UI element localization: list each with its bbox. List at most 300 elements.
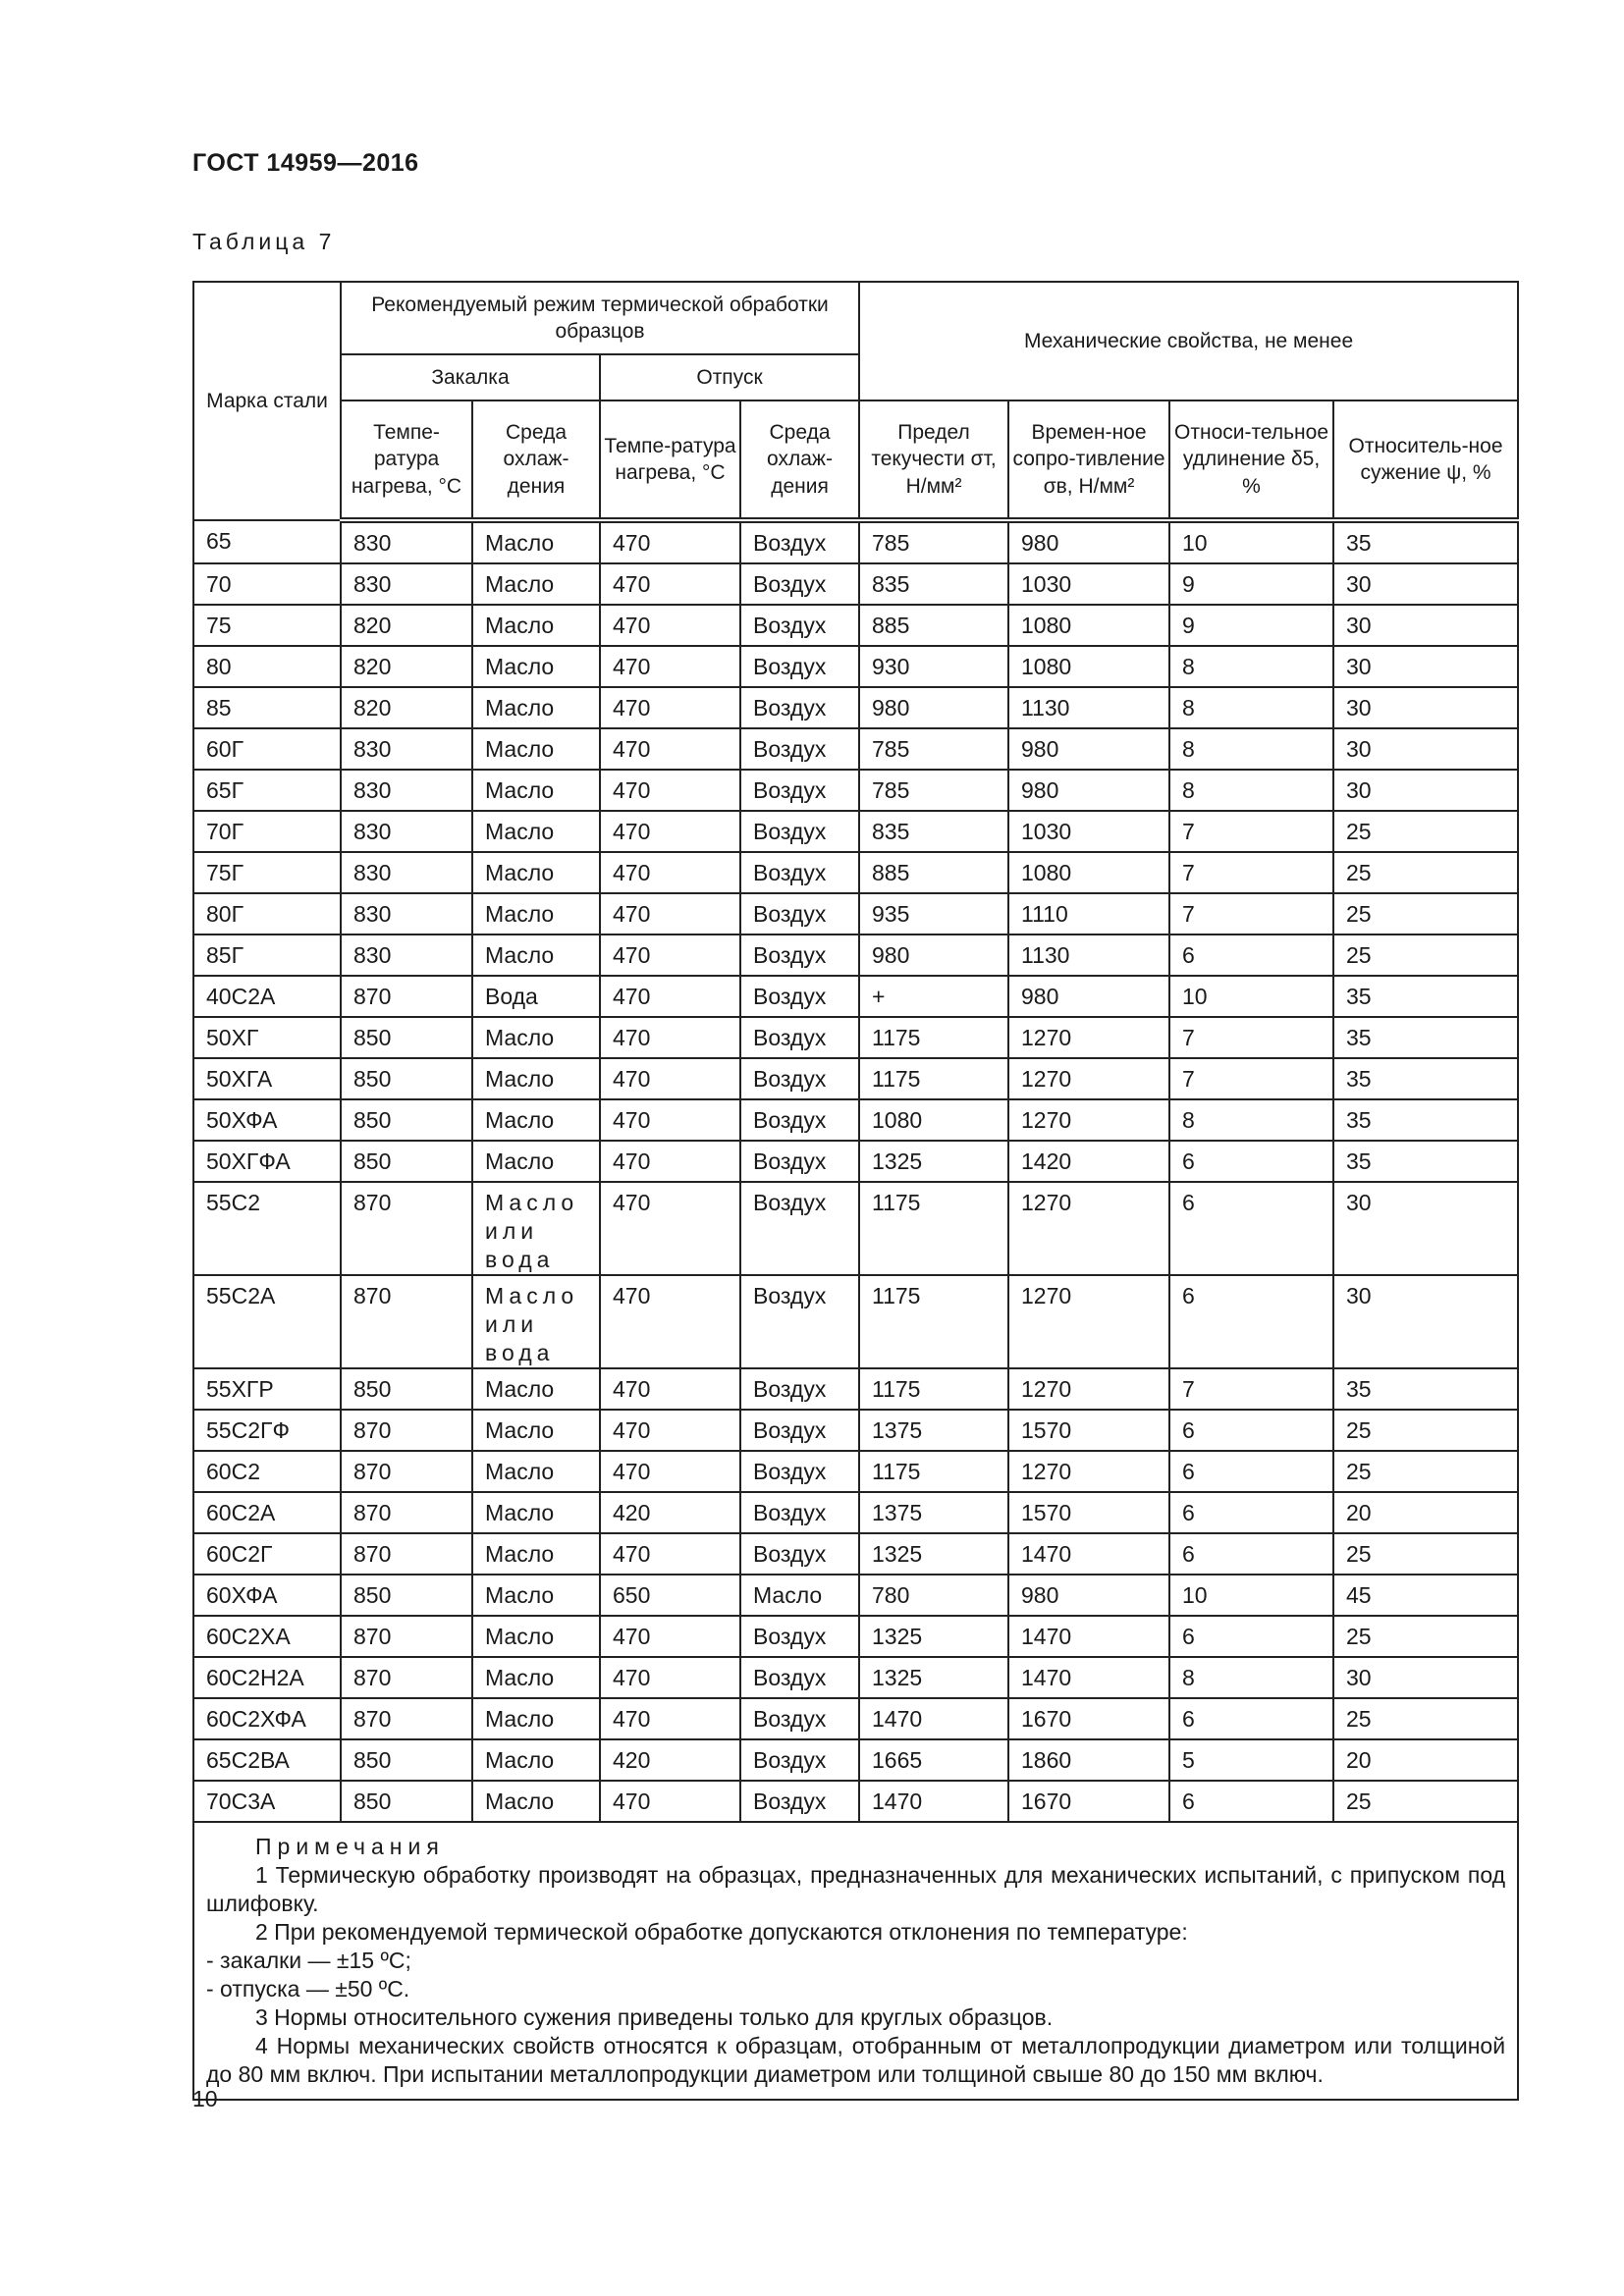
- table-cell: 1325: [859, 1657, 1008, 1698]
- table-cell: 1375: [859, 1410, 1008, 1451]
- table-cell: 9: [1169, 605, 1333, 646]
- table-row: [193, 646, 1518, 687]
- table-cell: 1325: [859, 1616, 1008, 1657]
- table-cell: 25: [1333, 1410, 1518, 1451]
- table-cell: Масло: [472, 646, 600, 687]
- table-cell: 850: [341, 1058, 472, 1099]
- table-cell: 10: [1169, 976, 1333, 1017]
- table-cell: 60Г: [193, 728, 341, 770]
- table-cell: 70С3А: [193, 1781, 341, 1822]
- table-cell: 470: [600, 893, 740, 934]
- table-row: [193, 1182, 1518, 1275]
- table-cell: 1270: [1008, 1058, 1169, 1099]
- table-cell: 470: [600, 1017, 740, 1058]
- table-cell: 1325: [859, 1533, 1008, 1575]
- table-cell: Масло: [472, 893, 600, 934]
- header-yield: Предел текучести σт, Н/мм²: [859, 400, 1008, 520]
- table-cell: 470: [600, 852, 740, 893]
- table-cell: 470: [600, 728, 740, 770]
- table-cell: 1030: [1008, 563, 1169, 605]
- table-cell: 850: [341, 1781, 472, 1822]
- table-cell: 980: [1008, 976, 1169, 1017]
- table-cell: 35: [1333, 1058, 1518, 1099]
- table-cell: 25: [1333, 852, 1518, 893]
- table-cell: 1270: [1008, 1017, 1169, 1058]
- table-cell: Воздух: [740, 1781, 859, 1822]
- table-cell: 1175: [859, 1182, 1008, 1275]
- table-cell: 870: [341, 1275, 472, 1368]
- table-cell: Воздух: [740, 1657, 859, 1698]
- table-cell: 1270: [1008, 1099, 1169, 1141]
- table-cell: Воздух: [740, 934, 859, 976]
- header-temper-temp: Темпе-ратура нагрева, °С: [600, 400, 740, 520]
- header-quench-medium: Среда охлаж-дения: [472, 400, 600, 520]
- table-cell: 1270: [1008, 1451, 1169, 1492]
- table-cell: 1110: [1008, 893, 1169, 934]
- table-cell: 10: [1169, 520, 1333, 563]
- table-cell: 40С2А: [193, 976, 341, 1017]
- header-elongation: Относи-тельное удлинение δ5, %: [1169, 400, 1333, 520]
- table-row: [193, 1410, 1518, 1451]
- table-cell: 35: [1333, 976, 1518, 1017]
- table-cell: 785: [859, 770, 1008, 811]
- notes-title: Примечания: [255, 1834, 445, 1859]
- table-cell: 470: [600, 1533, 740, 1575]
- note-1: 1 Термическую обработку производят на образцах, предназначенных для механических испытаний, с припуском под шлифовку.: [206, 1862, 1506, 1916]
- table-cell: 6: [1169, 1781, 1333, 1822]
- table-cell: 1030: [1008, 811, 1169, 852]
- table-cell: 20: [1333, 1739, 1518, 1781]
- table-cell: Воздух: [740, 811, 859, 852]
- table-cell: 650: [600, 1575, 740, 1616]
- table-cell: 870: [341, 976, 472, 1017]
- header-temper: Отпуск: [600, 354, 859, 400]
- table-cell: 25: [1333, 1533, 1518, 1575]
- note-2b: - отпуска — ±50 ºС.: [206, 1976, 410, 2002]
- table-cell: 7: [1169, 893, 1333, 934]
- table-cell: 470: [600, 811, 740, 852]
- note-3: 3 Нормы относительного сужения приведены только для круглых образцов.: [255, 2004, 1054, 2030]
- table-cell: 870: [341, 1451, 472, 1492]
- header-regime: Рекомендуемый режим термической обработки образцов: [341, 282, 859, 354]
- table-row: [193, 1575, 1518, 1616]
- table-cell: 60С2Н2А: [193, 1657, 341, 1698]
- table-cell: 470: [600, 976, 740, 1017]
- table-cell: 25: [1333, 1451, 1518, 1492]
- steel-properties-table: [192, 281, 1519, 2101]
- table-cell: 1470: [1008, 1616, 1169, 1657]
- table-row: [193, 1698, 1518, 1739]
- table-cell: 1860: [1008, 1739, 1169, 1781]
- table-cell: 7: [1169, 1058, 1333, 1099]
- table-cell: +: [859, 976, 1008, 1017]
- table-cell: 820: [341, 605, 472, 646]
- table-cell: Масло: [472, 728, 600, 770]
- table-row: [193, 1533, 1518, 1575]
- table-cell: 1325: [859, 1141, 1008, 1182]
- table-cell: 85Г: [193, 934, 341, 976]
- table-cell: 55ХГР: [193, 1368, 341, 1410]
- table-cell: 1130: [1008, 934, 1169, 976]
- table-cell: 1175: [859, 1058, 1008, 1099]
- table-cell: Масло: [472, 1058, 600, 1099]
- table-cell: 1670: [1008, 1781, 1169, 1822]
- table-cell: 1080: [1008, 605, 1169, 646]
- table-cell: 25: [1333, 893, 1518, 934]
- table-cell: 1175: [859, 1368, 1008, 1410]
- table-cell: 885: [859, 605, 1008, 646]
- table-row: [193, 770, 1518, 811]
- table-cell: 470: [600, 1141, 740, 1182]
- table-cell: 870: [341, 1410, 472, 1451]
- table-cell: Воздух: [740, 1739, 859, 1781]
- note-4: 4 Нормы механических свойств относятся к образцам, отобранным от металлопродукции диаметром или толщиной до 80 мм включ. При испытании металлопродукции диаметром или толщиной свыше 80 до 150 мм включ.: [206, 2033, 1506, 2087]
- table-cell: 870: [341, 1533, 472, 1575]
- table-cell: 8: [1169, 1099, 1333, 1141]
- table-cell: 420: [600, 1739, 740, 1781]
- table-cell: 70: [193, 563, 341, 605]
- table-row: [193, 1781, 1518, 1822]
- table-cell: Масло: [472, 811, 600, 852]
- table-cell: Воздух: [740, 1616, 859, 1657]
- table-cell: 6: [1169, 934, 1333, 976]
- table-cell: Воздух: [740, 1451, 859, 1492]
- table-cell: 850: [341, 1575, 472, 1616]
- table-cell: 20: [1333, 1492, 1518, 1533]
- table-cell: 470: [600, 1410, 740, 1451]
- table-cell: Воздух: [740, 1017, 859, 1058]
- table-cell: 470: [600, 1182, 740, 1275]
- table-cell: 850: [341, 1099, 472, 1141]
- table-body: [193, 520, 1518, 1822]
- table-cell: 35: [1333, 1368, 1518, 1410]
- header-temper-medium: Среда охлаж-дения: [740, 400, 859, 520]
- table-cell: 60С2: [193, 1451, 341, 1492]
- table-cell: 50ХГФА: [193, 1141, 341, 1182]
- table-cell: Масло: [472, 934, 600, 976]
- table-cell: 65С2ВА: [193, 1739, 341, 1781]
- table-cell: 830: [341, 770, 472, 811]
- table-cell: 60С2ХФА: [193, 1698, 341, 1739]
- document-title: ГОСТ 14959—2016: [192, 149, 419, 177]
- table-cell: 1080: [859, 1099, 1008, 1141]
- table-cell: 6: [1169, 1182, 1333, 1275]
- table-cell: Масло или вода: [472, 1182, 600, 1275]
- table-cell: 470: [600, 1451, 740, 1492]
- table-row: [193, 934, 1518, 976]
- table-cell: 470: [600, 1099, 740, 1141]
- table-cell: 470: [600, 520, 740, 563]
- table-cell: 870: [341, 1698, 472, 1739]
- table-row: [193, 1141, 1518, 1182]
- table-cell: 785: [859, 520, 1008, 563]
- table-cell: 50ХГ: [193, 1017, 341, 1058]
- table-cell: Масло: [472, 1017, 600, 1058]
- table-cell: 30: [1333, 605, 1518, 646]
- table-cell: 75Г: [193, 852, 341, 893]
- table-cell: Воздух: [740, 1492, 859, 1533]
- table-cell: 6: [1169, 1275, 1333, 1368]
- table-cell: 30: [1333, 1182, 1518, 1275]
- table-cell: 835: [859, 811, 1008, 852]
- table-cell: 930: [859, 646, 1008, 687]
- table-cell: Воздух: [740, 1410, 859, 1451]
- table-cell: 1570: [1008, 1410, 1169, 1451]
- table-cell: 30: [1333, 687, 1518, 728]
- table-cell: 870: [341, 1616, 472, 1657]
- table-cell: Воздух: [740, 1182, 859, 1275]
- table-cell: 35: [1333, 520, 1518, 563]
- table-row: [193, 1099, 1518, 1141]
- header-grade: Марка стали: [193, 282, 341, 520]
- table-cell: 470: [600, 1698, 740, 1739]
- table-cell: Воздух: [740, 1368, 859, 1410]
- table-cell: 1080: [1008, 646, 1169, 687]
- table-row: [193, 893, 1518, 934]
- table-cell: 1470: [1008, 1533, 1169, 1575]
- table-cell: 6: [1169, 1698, 1333, 1739]
- table-cell: 885: [859, 852, 1008, 893]
- table-cell: 1130: [1008, 687, 1169, 728]
- table-cell: Воздух: [740, 1698, 859, 1739]
- table-cell: Воздух: [740, 1099, 859, 1141]
- table-cell: 6: [1169, 1616, 1333, 1657]
- table-cell: 470: [600, 563, 740, 605]
- table-cell: 1470: [859, 1781, 1008, 1822]
- header-mech-props: Механические свойства, не менее: [859, 282, 1518, 400]
- table-cell: Масло: [472, 1739, 600, 1781]
- table-cell: 30: [1333, 728, 1518, 770]
- table-cell: Масло: [472, 852, 600, 893]
- table-cell: Масло: [472, 1492, 600, 1533]
- table-cell: 870: [341, 1492, 472, 1533]
- table-row: [193, 687, 1518, 728]
- table-cell: 6: [1169, 1533, 1333, 1575]
- table-cell: Масло: [472, 1368, 600, 1410]
- table-row: [193, 1368, 1518, 1410]
- table-row: [193, 1275, 1518, 1368]
- page-number: 10: [192, 2086, 218, 2111]
- table-row: [193, 1017, 1518, 1058]
- header-strength: Времен-ное сопро-тивление σв, Н/мм²: [1008, 400, 1169, 520]
- table-cell: 8: [1169, 770, 1333, 811]
- table-cell: 830: [341, 893, 472, 934]
- table-cell: 25: [1333, 1616, 1518, 1657]
- table-cell: 830: [341, 728, 472, 770]
- table-row: [193, 1739, 1518, 1781]
- table-row: [193, 852, 1518, 893]
- table-cell: 830: [341, 811, 472, 852]
- table-cell: Масло: [472, 1698, 600, 1739]
- table-cell: 30: [1333, 1657, 1518, 1698]
- table-cell: 1175: [859, 1275, 1008, 1368]
- table-cell: 980: [1008, 728, 1169, 770]
- table-cell: Масло: [740, 1575, 859, 1616]
- table-cell: Воздух: [740, 976, 859, 1017]
- table-caption: Таблица 7: [192, 229, 336, 254]
- table-cell: 80Г: [193, 893, 341, 934]
- table-cell: 50ХФА: [193, 1099, 341, 1141]
- table-cell: 6: [1169, 1141, 1333, 1182]
- table-cell: 1270: [1008, 1182, 1169, 1275]
- table-cell: 470: [600, 1058, 740, 1099]
- table-cell: 35: [1333, 1017, 1518, 1058]
- table-cell: Воздух: [740, 770, 859, 811]
- table-cell: 7: [1169, 1368, 1333, 1410]
- table-cell: 470: [600, 934, 740, 976]
- table-row: [193, 563, 1518, 605]
- table-cell: 55С2А: [193, 1275, 341, 1368]
- table-cell: Масло: [472, 770, 600, 811]
- table-cell: 830: [341, 852, 472, 893]
- table-cell: Воздух: [740, 1058, 859, 1099]
- table-cell: 1080: [1008, 852, 1169, 893]
- table-row: [193, 728, 1518, 770]
- table-cell: Воздух: [740, 563, 859, 605]
- table-cell: 470: [600, 1616, 740, 1657]
- table-cell: 7: [1169, 1017, 1333, 1058]
- table-cell: 420: [600, 1492, 740, 1533]
- table-cell: 850: [341, 1368, 472, 1410]
- table-cell: 7: [1169, 811, 1333, 852]
- table-cell: 850: [341, 1017, 472, 1058]
- table-cell: 6: [1169, 1451, 1333, 1492]
- table-cell: 25: [1333, 934, 1518, 976]
- table-cell: Воздух: [740, 520, 859, 563]
- table-row: [193, 811, 1518, 852]
- table-cell: 85: [193, 687, 341, 728]
- table-cell: 980: [1008, 520, 1169, 563]
- table-cell: 830: [341, 563, 472, 605]
- table-cell: Масло: [472, 605, 600, 646]
- table-cell: 8: [1169, 728, 1333, 770]
- table-cell: 30: [1333, 1275, 1518, 1368]
- table-cell: 980: [859, 687, 1008, 728]
- table-row: [193, 520, 1518, 563]
- table-cell: 25: [1333, 1781, 1518, 1822]
- table-cell: Вода: [472, 976, 600, 1017]
- table-cell: 6: [1169, 1410, 1333, 1451]
- table-cell: 65: [193, 520, 341, 563]
- table-cell: 850: [341, 1739, 472, 1781]
- table-cell: 25: [1333, 811, 1518, 852]
- table-cell: 980: [1008, 1575, 1169, 1616]
- notes: [193, 1822, 1518, 2100]
- table-cell: Масло: [472, 563, 600, 605]
- note-2a: - закалки — ±15 ºС;: [206, 1948, 411, 1973]
- table-cell: 1270: [1008, 1368, 1169, 1410]
- table-cell: 1670: [1008, 1698, 1169, 1739]
- table-cell: 830: [341, 934, 472, 976]
- table-cell: Масло: [472, 1451, 600, 1492]
- table-cell: 8: [1169, 1657, 1333, 1698]
- table-cell: 35: [1333, 1141, 1518, 1182]
- table-cell: 780: [859, 1575, 1008, 1616]
- table-cell: 980: [859, 934, 1008, 976]
- table-cell: Воздух: [740, 1141, 859, 1182]
- table-cell: 6: [1169, 1492, 1333, 1533]
- table-cell: 30: [1333, 646, 1518, 687]
- table-cell: 1665: [859, 1739, 1008, 1781]
- table-cell: 1570: [1008, 1492, 1169, 1533]
- table-cell: 8: [1169, 646, 1333, 687]
- table-cell: 980: [1008, 770, 1169, 811]
- table-cell: 1375: [859, 1492, 1008, 1533]
- table-cell: 60ХФА: [193, 1575, 341, 1616]
- table-cell: 60С2ХА: [193, 1616, 341, 1657]
- table-cell: 60С2А: [193, 1492, 341, 1533]
- table-cell: Масло: [472, 1410, 600, 1451]
- table-cell: 830: [341, 520, 472, 563]
- table-cell: 45: [1333, 1575, 1518, 1616]
- table-cell: Масло: [472, 1099, 600, 1141]
- table-cell: 470: [600, 1657, 740, 1698]
- table-cell: Масло: [472, 1533, 600, 1575]
- table-cell: 785: [859, 728, 1008, 770]
- table-cell: Воздух: [740, 605, 859, 646]
- table-cell: 8: [1169, 687, 1333, 728]
- table-cell: Масло: [472, 1781, 600, 1822]
- table-cell: 30: [1333, 770, 1518, 811]
- table-cell: 470: [600, 646, 740, 687]
- table-cell: 470: [600, 770, 740, 811]
- table-row: [193, 605, 1518, 646]
- header-reduction: Относитель-ное сужение ψ, %: [1333, 400, 1518, 520]
- table-cell: 30: [1333, 563, 1518, 605]
- table-cell: 75: [193, 605, 341, 646]
- table-cell: 1175: [859, 1451, 1008, 1492]
- table-cell: 1270: [1008, 1275, 1169, 1368]
- note-2: 2 При рекомендуемой термической обработке допускаются отклонения по температуре:: [255, 1919, 1188, 1945]
- table-cell: 935: [859, 893, 1008, 934]
- table-cell: 470: [600, 605, 740, 646]
- table-cell: 7: [1169, 852, 1333, 893]
- table-cell: 35: [1333, 1099, 1518, 1141]
- table-cell: 50ХГА: [193, 1058, 341, 1099]
- table-cell: Масло: [472, 1575, 600, 1616]
- header-quench-temp: Темпе-ратура нагрева, °С: [341, 400, 472, 520]
- table-cell: Масло: [472, 520, 600, 563]
- table-row: [193, 1492, 1518, 1533]
- table-row: [193, 1451, 1518, 1492]
- table-cell: 1175: [859, 1017, 1008, 1058]
- table-cell: 55С2ГФ: [193, 1410, 341, 1451]
- table-cell: 870: [341, 1182, 472, 1275]
- table-cell: 10: [1169, 1575, 1333, 1616]
- table-cell: 9: [1169, 563, 1333, 605]
- table-cell: 1470: [1008, 1657, 1169, 1698]
- table-cell: 70Г: [193, 811, 341, 852]
- table-cell: 80: [193, 646, 341, 687]
- table-row: [193, 1616, 1518, 1657]
- table-cell: 25: [1333, 1698, 1518, 1739]
- table-cell: 470: [600, 1275, 740, 1368]
- table-cell: 60С2Г: [193, 1533, 341, 1575]
- table-cell: Воздух: [740, 728, 859, 770]
- table-cell: 850: [341, 1141, 472, 1182]
- table-cell: 1420: [1008, 1141, 1169, 1182]
- table-cell: Воздух: [740, 1533, 859, 1575]
- header-quench: Закалка: [341, 354, 600, 400]
- table-cell: Масло: [472, 687, 600, 728]
- table-cell: Воздух: [740, 1275, 859, 1368]
- table-cell: 820: [341, 646, 472, 687]
- table-row: [193, 976, 1518, 1017]
- table-cell: 1470: [859, 1698, 1008, 1739]
- table-cell: Масло или вода: [472, 1275, 600, 1368]
- table-cell: Масло: [472, 1141, 600, 1182]
- table-cell: 870: [341, 1657, 472, 1698]
